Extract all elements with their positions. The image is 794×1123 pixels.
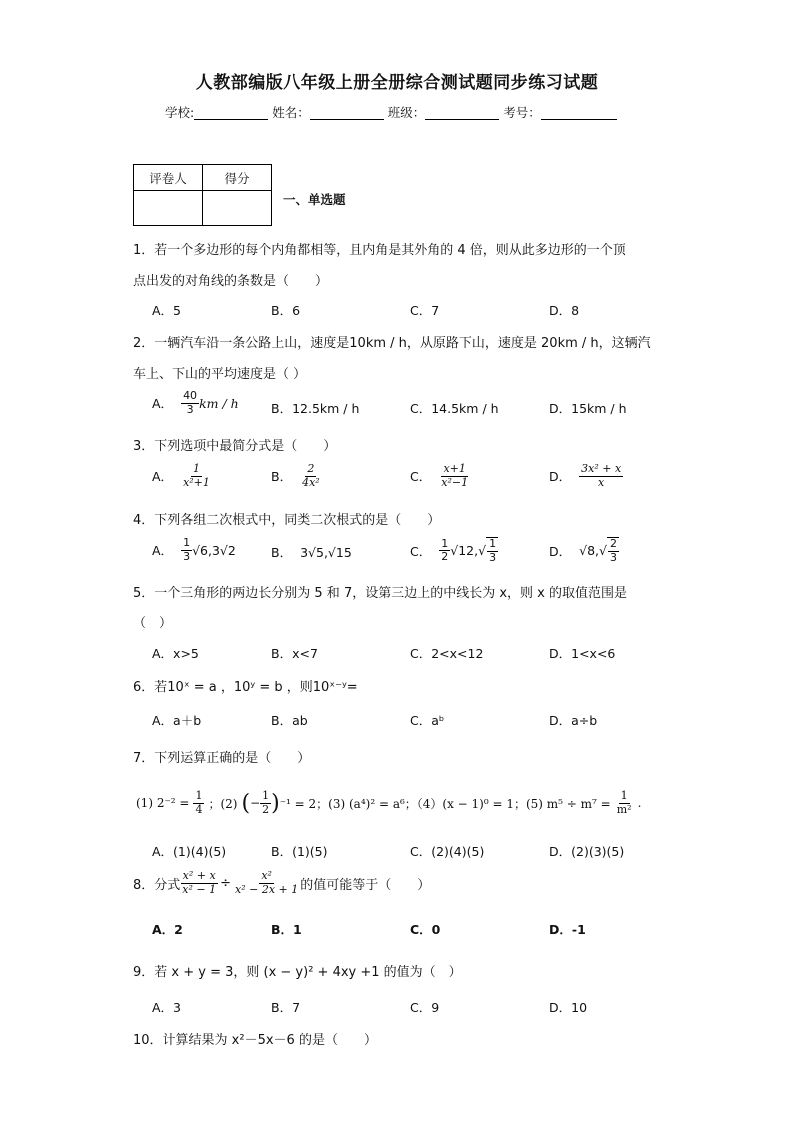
- page-title: 人教部编版八年级上册全册综合测试题同步练习试题: [195, 73, 599, 93]
- class-label: 班级：: [387, 105, 426, 120]
- q9-option-b[interactable]: B．7: [271, 1000, 301, 1015]
- score-table: [133, 164, 272, 226]
- name-blank[interactable]: [310, 105, 384, 120]
- q7-expressions: (1) 2⁻² = $\frac{1}{4}$ ；(2) ( − $\frac{1}{2}$ ) ⁻¹ = 2；(3) (a⁴)² = a⁶；（4）(x − 1)⁰ = 1；(5) m⁵ ÷ m⁷ = $\frac{1}{\text{m²}}$ .: [136, 789, 642, 816]
- q7-option-d[interactable]: D．(2)(3)(5): [549, 844, 625, 859]
- student-info-line: [165, 103, 617, 121]
- section-heading: 一、单选题: [283, 192, 346, 207]
- q1-option-d[interactable]: D．8: [549, 303, 580, 318]
- q6-option-b[interactable]: B．ab: [271, 713, 308, 728]
- question-6-line1: 6．若10ˣ = a ，10ʸ = b ，则10ˣ⁻ʸ=: [133, 680, 358, 695]
- question-3-line1: 3．下列选项中最简分式是（ ）: [133, 439, 337, 454]
- q3-option-a[interactable]: A． $\frac{1}{\text{x²+1}}$: [152, 462, 210, 489]
- exam-no-blank[interactable]: [541, 105, 617, 120]
- q5-option-d[interactable]: D．1<x<6: [549, 646, 616, 661]
- q6-option-c[interactable]: C．aᵇ: [410, 713, 445, 728]
- q6-option-a[interactable]: A．a＋b: [152, 713, 202, 728]
- q2-option-c[interactable]: C．14.5km / h: [410, 401, 499, 416]
- question-7-line1: 7．下列运算正确的是（ ）: [133, 751, 311, 766]
- q5-option-a[interactable]: A．x>5: [152, 646, 199, 661]
- q3-option-c[interactable]: C． $\frac{x+1}{\text{x²−1}}$: [410, 462, 469, 489]
- question-8-line1: 8．分式 $\frac{\text{x² + x}}{\text{x² − 1}}$ ÷ $\frac{\text{x²}}{\text{x² − 2x + 1}}$ 的值可能等于（ ）: [133, 869, 431, 896]
- q8-option-b[interactable]: B．1: [271, 922, 302, 937]
- question-2-line2: 车上、下山的平均速度是（ ）: [133, 367, 307, 382]
- q9-option-d[interactable]: D．10: [549, 1000, 588, 1015]
- exam-no-label: 考号：: [503, 105, 541, 120]
- q2-option-d[interactable]: D．15km / h: [549, 401, 627, 416]
- question-2-line1: 2．一辆汽车沿一条公路上山，速度是10km / h，从原路下山，速度是 20km / h，这辆汽: [133, 336, 651, 351]
- q8-option-d[interactable]: D．-1: [549, 922, 586, 937]
- q7-option-a[interactable]: A．(1)(4)(5): [152, 844, 227, 859]
- q4-option-d[interactable]: D． √8, √ $\frac{2}{3}$: [549, 537, 618, 564]
- score-header: 得分: [203, 165, 272, 191]
- score-cell[interactable]: [203, 191, 272, 226]
- q4-option-a[interactable]: A． $\frac{1}{3}$ √6,3√2: [152, 536, 236, 563]
- q3-option-d[interactable]: D． $\frac{\text{3x² + x}}{x}$: [549, 462, 622, 489]
- question-9-line1: 9．若 x + y = 3，则 (x − y)² + 4xy +1 的值为（ ）: [133, 965, 462, 980]
- question-5-line1: 5．一个三角形的两边长分别为 5 和 7，设第三边上的中线长为 x，则 x 的取值范围是: [133, 586, 627, 601]
- school-blank[interactable]: [194, 105, 268, 120]
- q1-option-c[interactable]: C．7: [410, 303, 440, 318]
- q6-option-d[interactable]: D．a÷b: [549, 713, 598, 728]
- q8-option-c[interactable]: C．0: [410, 922, 441, 937]
- reviewer-header: 评卷人: [134, 165, 203, 191]
- question-5-line2: （ ）: [133, 616, 173, 631]
- q9-option-c[interactable]: C．9: [410, 1000, 440, 1015]
- q5-option-b[interactable]: B．x<7: [271, 646, 318, 661]
- q2-option-a[interactable]: A． $\frac{40}{3}$ km / h: [152, 389, 239, 416]
- question-4-line1: 4．下列各组二次根式中，同类二次根式的是（ ）: [133, 513, 441, 528]
- q4-option-b[interactable]: B． 3√5,√15: [271, 544, 352, 560]
- q7-option-b[interactable]: B．(1)(5): [271, 844, 328, 859]
- q4-option-c[interactable]: C． $\frac{1}{2}$ √12, √ $\frac{1}{3}$: [410, 536, 497, 564]
- q2-a-fraction: $\frac{40}{3}$: [183, 389, 198, 416]
- q5-option-c[interactable]: C．2<x<12: [410, 646, 484, 661]
- reviewer-cell[interactable]: [134, 191, 203, 226]
- school-label: 学校:: [165, 105, 195, 120]
- question-1-line1: 1．若一个多边形的每个内角都相等，且内角是其外角的 4 倍，则从此多边形的一个顶: [133, 243, 626, 258]
- q9-option-a[interactable]: A．3: [152, 1000, 182, 1015]
- q1-option-a[interactable]: A．5: [152, 303, 182, 318]
- q2-option-b[interactable]: B．12.5km / h: [271, 401, 360, 416]
- q1-option-b[interactable]: B．6: [271, 303, 301, 318]
- question-10-line1: 10．计算结果为 x²－5x－6 的是（ ）: [133, 1033, 377, 1048]
- q3-option-b[interactable]: B． $\frac{2}{\text{4x²}}$: [271, 462, 320, 489]
- q7-option-c[interactable]: C．(2)(4)(5): [410, 844, 485, 859]
- question-1-line2: 点出发的对角线的条数是（ ）: [133, 274, 329, 289]
- name-label: 姓名：: [272, 105, 310, 120]
- class-blank[interactable]: [425, 105, 499, 120]
- q8-option-a[interactable]: A．2: [152, 922, 183, 937]
